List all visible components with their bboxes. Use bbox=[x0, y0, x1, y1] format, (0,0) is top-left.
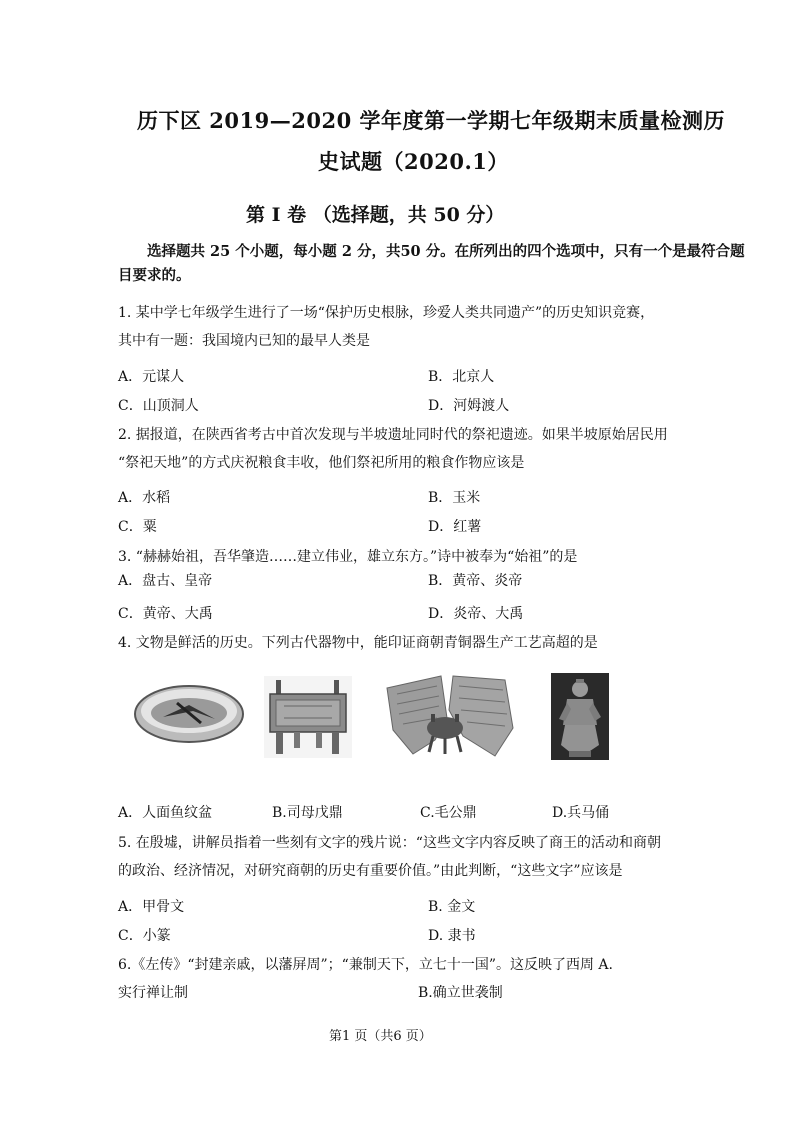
question-5-line1: 5. 在殷墟，讲解员指着一些刻有文字的残片说：“这些文字内容反映了商王的活动和商朝 bbox=[118, 835, 661, 851]
q2-option-d: D．红薯 bbox=[428, 519, 482, 535]
q2-option-a: A．水稻 bbox=[118, 490, 171, 506]
fish-face-basin-image bbox=[133, 683, 245, 745]
q5-option-a: A．甲骨文 bbox=[118, 899, 185, 915]
instructions-line1: 选择题共 25 个小题，每小题 2 分，共50 分。在所列出的四个选项中，只有一个是最符合题 bbox=[147, 243, 745, 260]
q3-option-b: B．黄帝、炎帝 bbox=[428, 573, 523, 589]
q5-option-c: C．小篆 bbox=[118, 928, 171, 944]
question-6-line1: 6.《左传》“封建亲戚，以藩屏周”；“兼制天下，立七十一国”。这反映了西周 A. bbox=[118, 957, 613, 973]
question-6-line2: 实行禅让制 bbox=[118, 985, 188, 1001]
q4-option-c: C.毛公鼎 bbox=[420, 805, 477, 821]
terracotta-warrior-image bbox=[551, 673, 609, 760]
question-3-line1: 3. “赫赫始祖，吾华肇造……建立伟业，雄立东方。”诗中被奉为“始祖”的是 bbox=[118, 549, 578, 565]
question-2-line2: “祭祀天地”的方式庆祝粮食丰收，他们祭祀所用的粮食作物应该是 bbox=[118, 455, 525, 471]
q2-option-c: C．粟 bbox=[118, 519, 157, 535]
q4-option-a: A．人面鱼纹盆 bbox=[118, 805, 213, 821]
exam-title-line2: 史试题（2020.1） bbox=[318, 149, 509, 174]
simuwu-ding-image bbox=[264, 676, 352, 758]
section-title: 第 Ⅰ 卷 （选择题，共 50 分） bbox=[246, 204, 505, 226]
q1-option-c: C．山顶洞人 bbox=[118, 398, 199, 414]
question-4-line1: 4. 文物是鲜活的历史。下列古代器物中，能印证商朝青铜器生产工艺高超的是 bbox=[118, 635, 598, 651]
q6-option-b: B.确立世袭制 bbox=[418, 985, 503, 1001]
page-footer: 第1 页（共6 页） bbox=[329, 1029, 432, 1044]
q1-option-a: A．元谋人 bbox=[118, 369, 185, 385]
q5-option-d: D. 隶书 bbox=[428, 928, 476, 944]
maogong-ding-image bbox=[383, 670, 516, 762]
exam-title-line1: 历下区 2019—2020 学年度第一学期七年级期末质量检测历 bbox=[137, 108, 726, 133]
question-1-line1: 1. 某中学七年级学生进行了一场“保护历史根脉，珍爱人类共同遗产”的历史知识竞赛， bbox=[118, 305, 655, 321]
q2-option-b: B．玉米 bbox=[428, 490, 481, 506]
q3-option-c: C．黄帝、大禹 bbox=[118, 606, 213, 622]
question-1-line2: 其中有一题：我国境内已知的最早人类是 bbox=[118, 333, 370, 349]
q1-option-d: D．河姆渡人 bbox=[428, 398, 510, 414]
q3-option-d: D．炎帝、大禹 bbox=[428, 606, 524, 622]
q3-option-a: A．盘古、皇帝 bbox=[118, 573, 213, 589]
q5-option-b: B. 金文 bbox=[428, 899, 476, 915]
q4-option-b: B.司母戊鼎 bbox=[272, 805, 343, 821]
question-5-line2: 的政治、经济情况，对研究商朝的历史有重要价值。”由此判断，“这些文字”应该是 bbox=[118, 863, 623, 879]
instructions-line2: 目要求的。 bbox=[118, 267, 191, 284]
q4-option-d: D.兵马俑 bbox=[552, 805, 610, 821]
question-2-line1: 2. 据报道，在陕西省考古中首次发现与半坡遗址同时代的祭祀遗迹。如果半坡原始居民用 bbox=[118, 427, 668, 443]
q1-option-b: B．北京人 bbox=[428, 369, 495, 385]
